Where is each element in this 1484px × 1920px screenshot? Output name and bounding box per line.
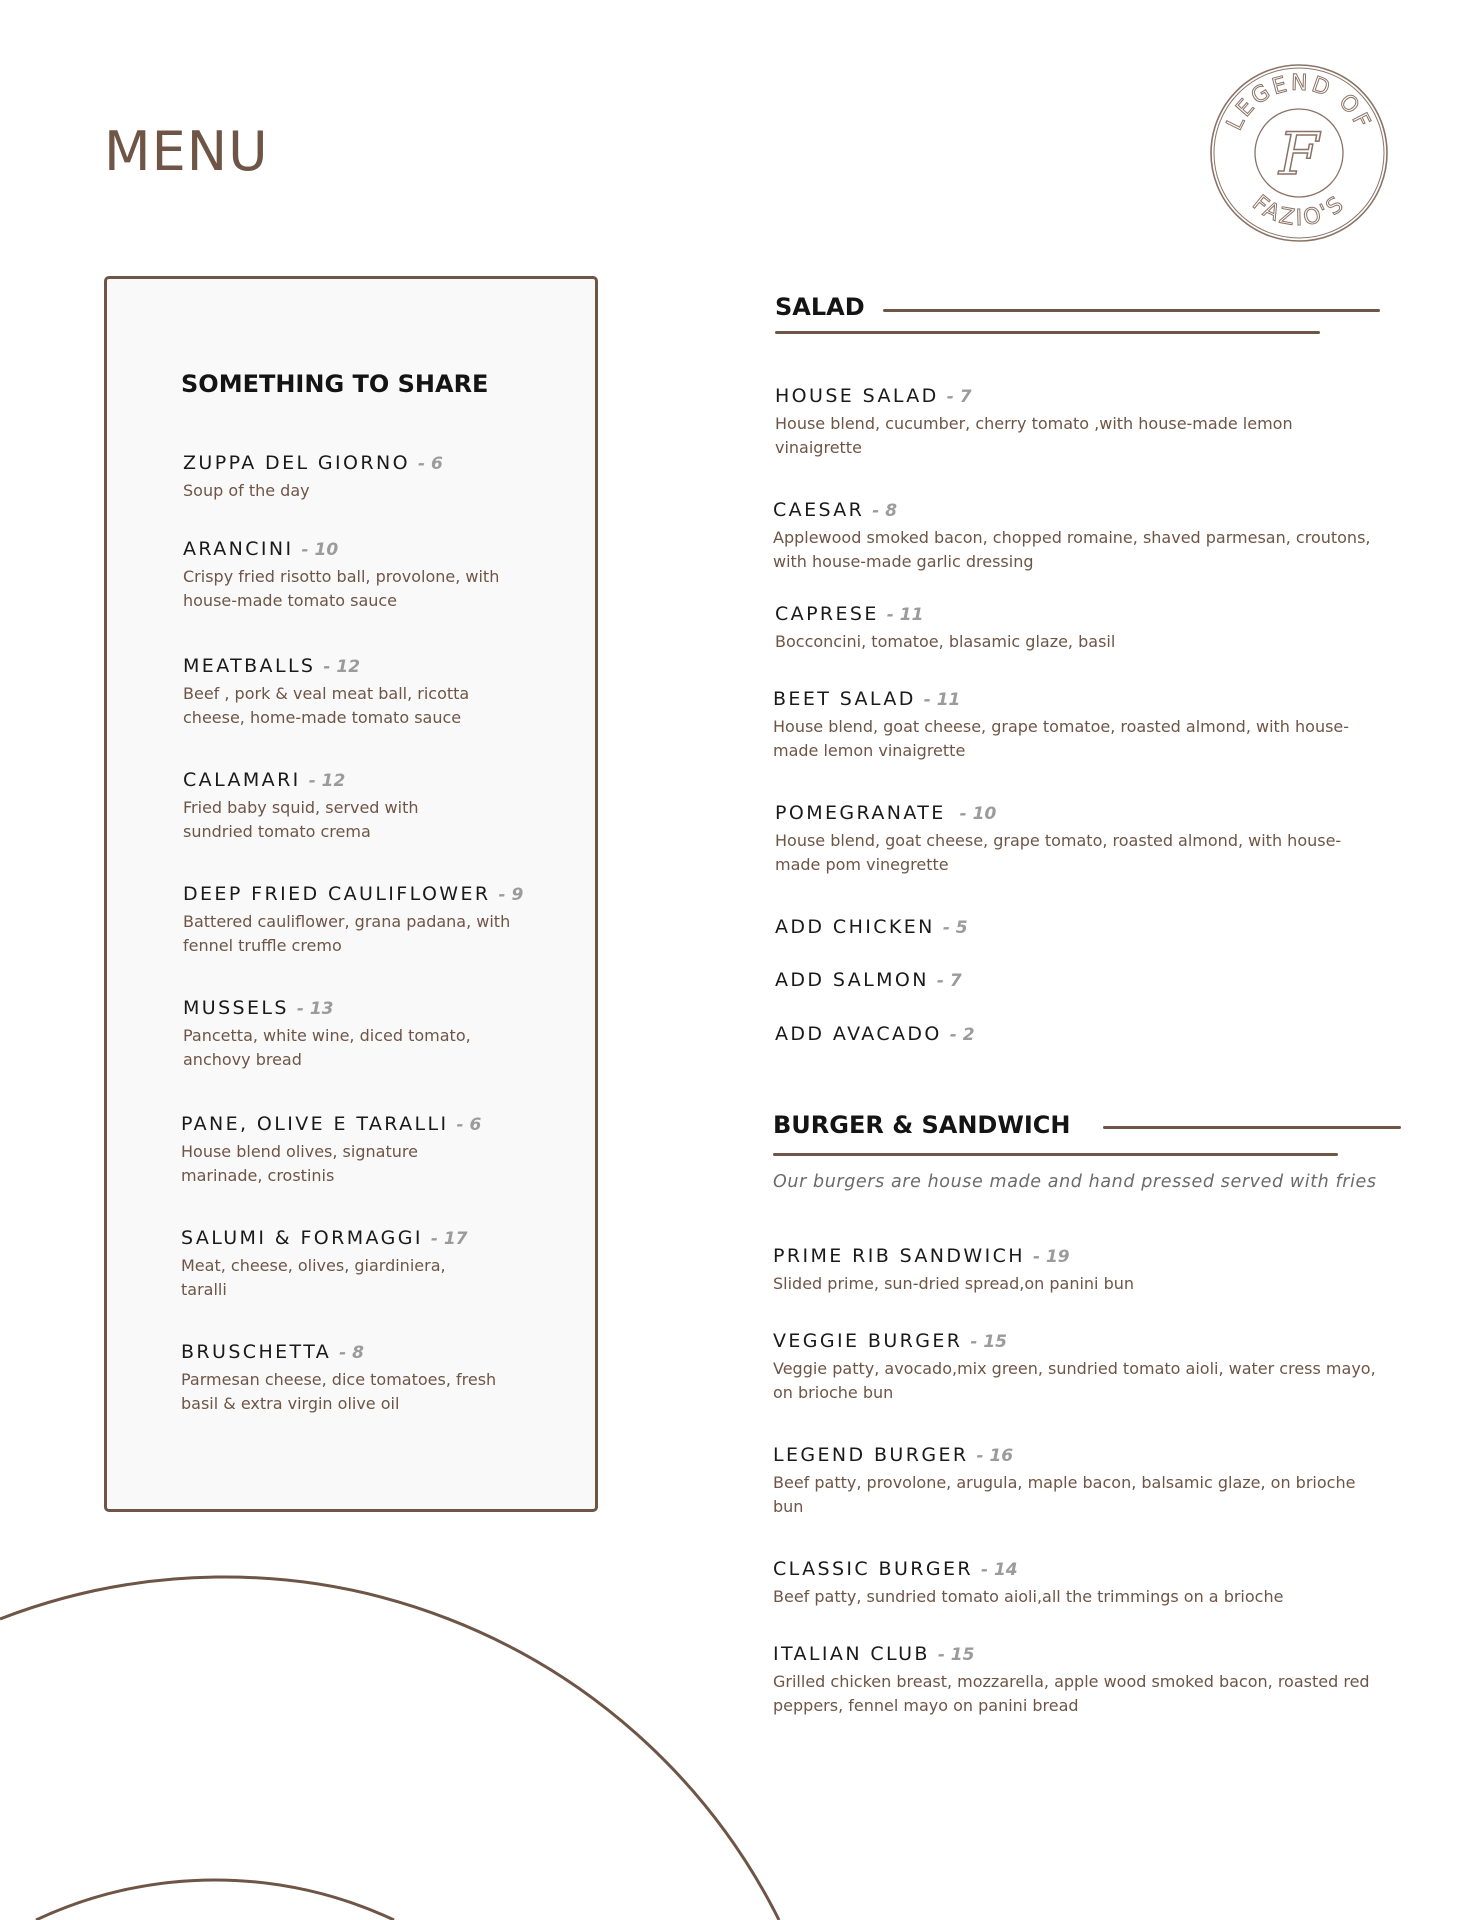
item-description: Veggie patty, avocado,mix green, sundried tomato aioli, water cress mayo, on brioche bun [773, 1359, 1376, 1402]
item-price: - 5 [942, 918, 968, 938]
item-name: LEGEND BURGER [773, 1444, 969, 1466]
logo-ring-bottom: FAZIO'S [1247, 190, 1351, 232]
menu-item [183, 653, 533, 730]
item-description: Slided prime, sun-dried spread,on panini bun [773, 1274, 1135, 1293]
menu-item [775, 601, 1375, 654]
item-name: MEATBALLS [183, 655, 316, 677]
menu-addon [775, 914, 1175, 940]
menu-item [183, 881, 563, 958]
item-price: - 9 [498, 885, 524, 905]
menu-item [775, 800, 1375, 877]
item-name: SALUMI & FORMAGGI [181, 1227, 423, 1249]
item-price: - 17 [430, 1229, 468, 1249]
menu-item [183, 450, 563, 503]
item-description: Crispy fried risotto ball, provolone, with house-made tomato sauce [183, 567, 500, 610]
item-name: HOUSE SALAD [775, 385, 939, 407]
item-description: House blend, goat cheese, grape tomato, roasted almond, with house-made pom vinegrette [775, 831, 1342, 874]
share-heading: SOMETHING TO SHARE [181, 370, 489, 398]
item-description: House blend, goat cheese, grape tomatoe, roasted almond, with house-made lemon vinaigrette [773, 717, 1350, 760]
item-description: Soup of the day [183, 481, 310, 500]
menu-addon [775, 1021, 1175, 1047]
menu-item [773, 1556, 1413, 1609]
item-name: ITALIAN CLUB [773, 1643, 930, 1665]
item-price: - 14 [981, 1560, 1018, 1580]
item-price: - 6 [456, 1115, 482, 1135]
item-name: VEGGIE BURGER [773, 1330, 963, 1352]
menu-item [773, 497, 1373, 574]
item-price: - 11 [923, 690, 961, 710]
item-name: BEET SALAD [773, 688, 916, 710]
menu-addon [775, 967, 1175, 993]
item-price: - 6 [417, 454, 443, 474]
salad-rule-top [883, 309, 1380, 312]
item-name: ADD SALMON [775, 969, 929, 991]
salad-heading: SALAD [775, 293, 865, 321]
item-price: - 11 [886, 605, 924, 625]
item-name: CAESAR [773, 499, 865, 521]
menu-item [181, 1111, 561, 1188]
item-name: ARANCINI [183, 538, 294, 560]
item-description: Beef , pork & veal meat ball, ricotta cheese, home-made tomato sauce [183, 684, 470, 727]
item-price: - 15 [937, 1645, 975, 1665]
item-description: Battered cauliflower, grana padana, with fennel truffle cremo [183, 912, 511, 955]
item-name: ADD AVACADO [775, 1023, 942, 1045]
menu-item [773, 1641, 1373, 1718]
item-name: CLASSIC BURGER [773, 1558, 973, 1580]
item-price: - 16 [976, 1446, 1014, 1466]
page-title: MENU [104, 120, 269, 183]
menu-item [773, 1328, 1393, 1405]
menu-item [773, 1243, 1373, 1296]
item-price: - 10 [953, 804, 997, 824]
item-description: Meat, cheese, olives, giardiniera, taralli [181, 1256, 446, 1299]
menu-item [183, 995, 523, 1072]
item-description: Grilled chicken breast, mozzarella, apple wood smoked bacon, roasted red peppers, fennel mayo on panini bread [773, 1672, 1370, 1715]
logo-ring-top: LEGEND OF [1222, 70, 1376, 135]
menu-item [775, 383, 1375, 460]
menu-item [773, 1442, 1373, 1519]
item-description: Bocconcini, tomatoe, blasamic glaze, basil [775, 632, 1116, 651]
item-price: - 8 [339, 1343, 364, 1363]
item-price: - 12 [308, 771, 346, 791]
burger-rule-bottom [773, 1153, 1338, 1156]
item-name: CALAMARI [183, 769, 301, 791]
item-price: - 15 [970, 1332, 1008, 1352]
item-name: BRUSCHETTA [181, 1341, 332, 1363]
item-price: - 7 [936, 971, 962, 991]
item-price: - 19 [1032, 1247, 1070, 1267]
menu-item [181, 1339, 511, 1416]
item-price: - 7 [946, 387, 972, 407]
item-name: ADD CHICKEN [775, 916, 935, 938]
item-description: Beef patty, provolone, arugula, maple bacon, balsamic glaze, on brioche bun [773, 1473, 1356, 1516]
item-name: PANE, OLIVE E TARALLI [181, 1113, 449, 1135]
restaurant-logo [1208, 62, 1390, 244]
item-description: House blend, cucumber, cherry tomato ,with house-made lemon vinaigrette [775, 414, 1293, 457]
item-description: Pancetta, white wine, diced tomato, anchovy bread [183, 1026, 471, 1069]
menu-item [181, 1225, 561, 1302]
menu-item [773, 686, 1353, 763]
item-name: MUSSELS [183, 997, 289, 1019]
menu-item [183, 767, 483, 844]
burger-note: Our burgers are house made and hand pressed served with fries [773, 1172, 1377, 1192]
item-price: - 2 [949, 1025, 975, 1045]
item-name: CAPRESE [775, 603, 879, 625]
item-price: - 8 [872, 501, 898, 521]
item-name: DEEP FRIED CAULIFLOWER [183, 883, 491, 905]
item-description: House blend olives, signature marinade, crostinis [181, 1142, 418, 1185]
item-price: - 12 [323, 657, 361, 677]
item-description: Fried baby squid, served with sundried tomato crema [183, 798, 419, 841]
item-description: Applewood smoked bacon, chopped romaine, shaved parmesan, croutons, with house-made garlic dressing [773, 528, 1371, 571]
item-name: PRIME RIB SANDWICH [773, 1245, 1025, 1267]
burger-rule-top [1103, 1126, 1401, 1129]
burger-heading: BURGER & SANDWICH [773, 1111, 1071, 1139]
item-name: ZUPPA DEL GIORNO [183, 452, 410, 474]
item-description: Beef patty, sundried tomato aioli,all the trimmings on a brioche [773, 1587, 1284, 1606]
menu-item [183, 536, 533, 613]
item-description: Parmesan cheese, dice tomatoes, fresh basil & extra virgin olive oil [181, 1370, 497, 1413]
item-price: - 10 [301, 540, 339, 560]
item-price: - 13 [296, 999, 334, 1019]
item-name: POMEGRANATE [775, 802, 946, 824]
salad-rule-bottom [775, 331, 1320, 334]
logo-monogram: F [1278, 120, 1320, 188]
